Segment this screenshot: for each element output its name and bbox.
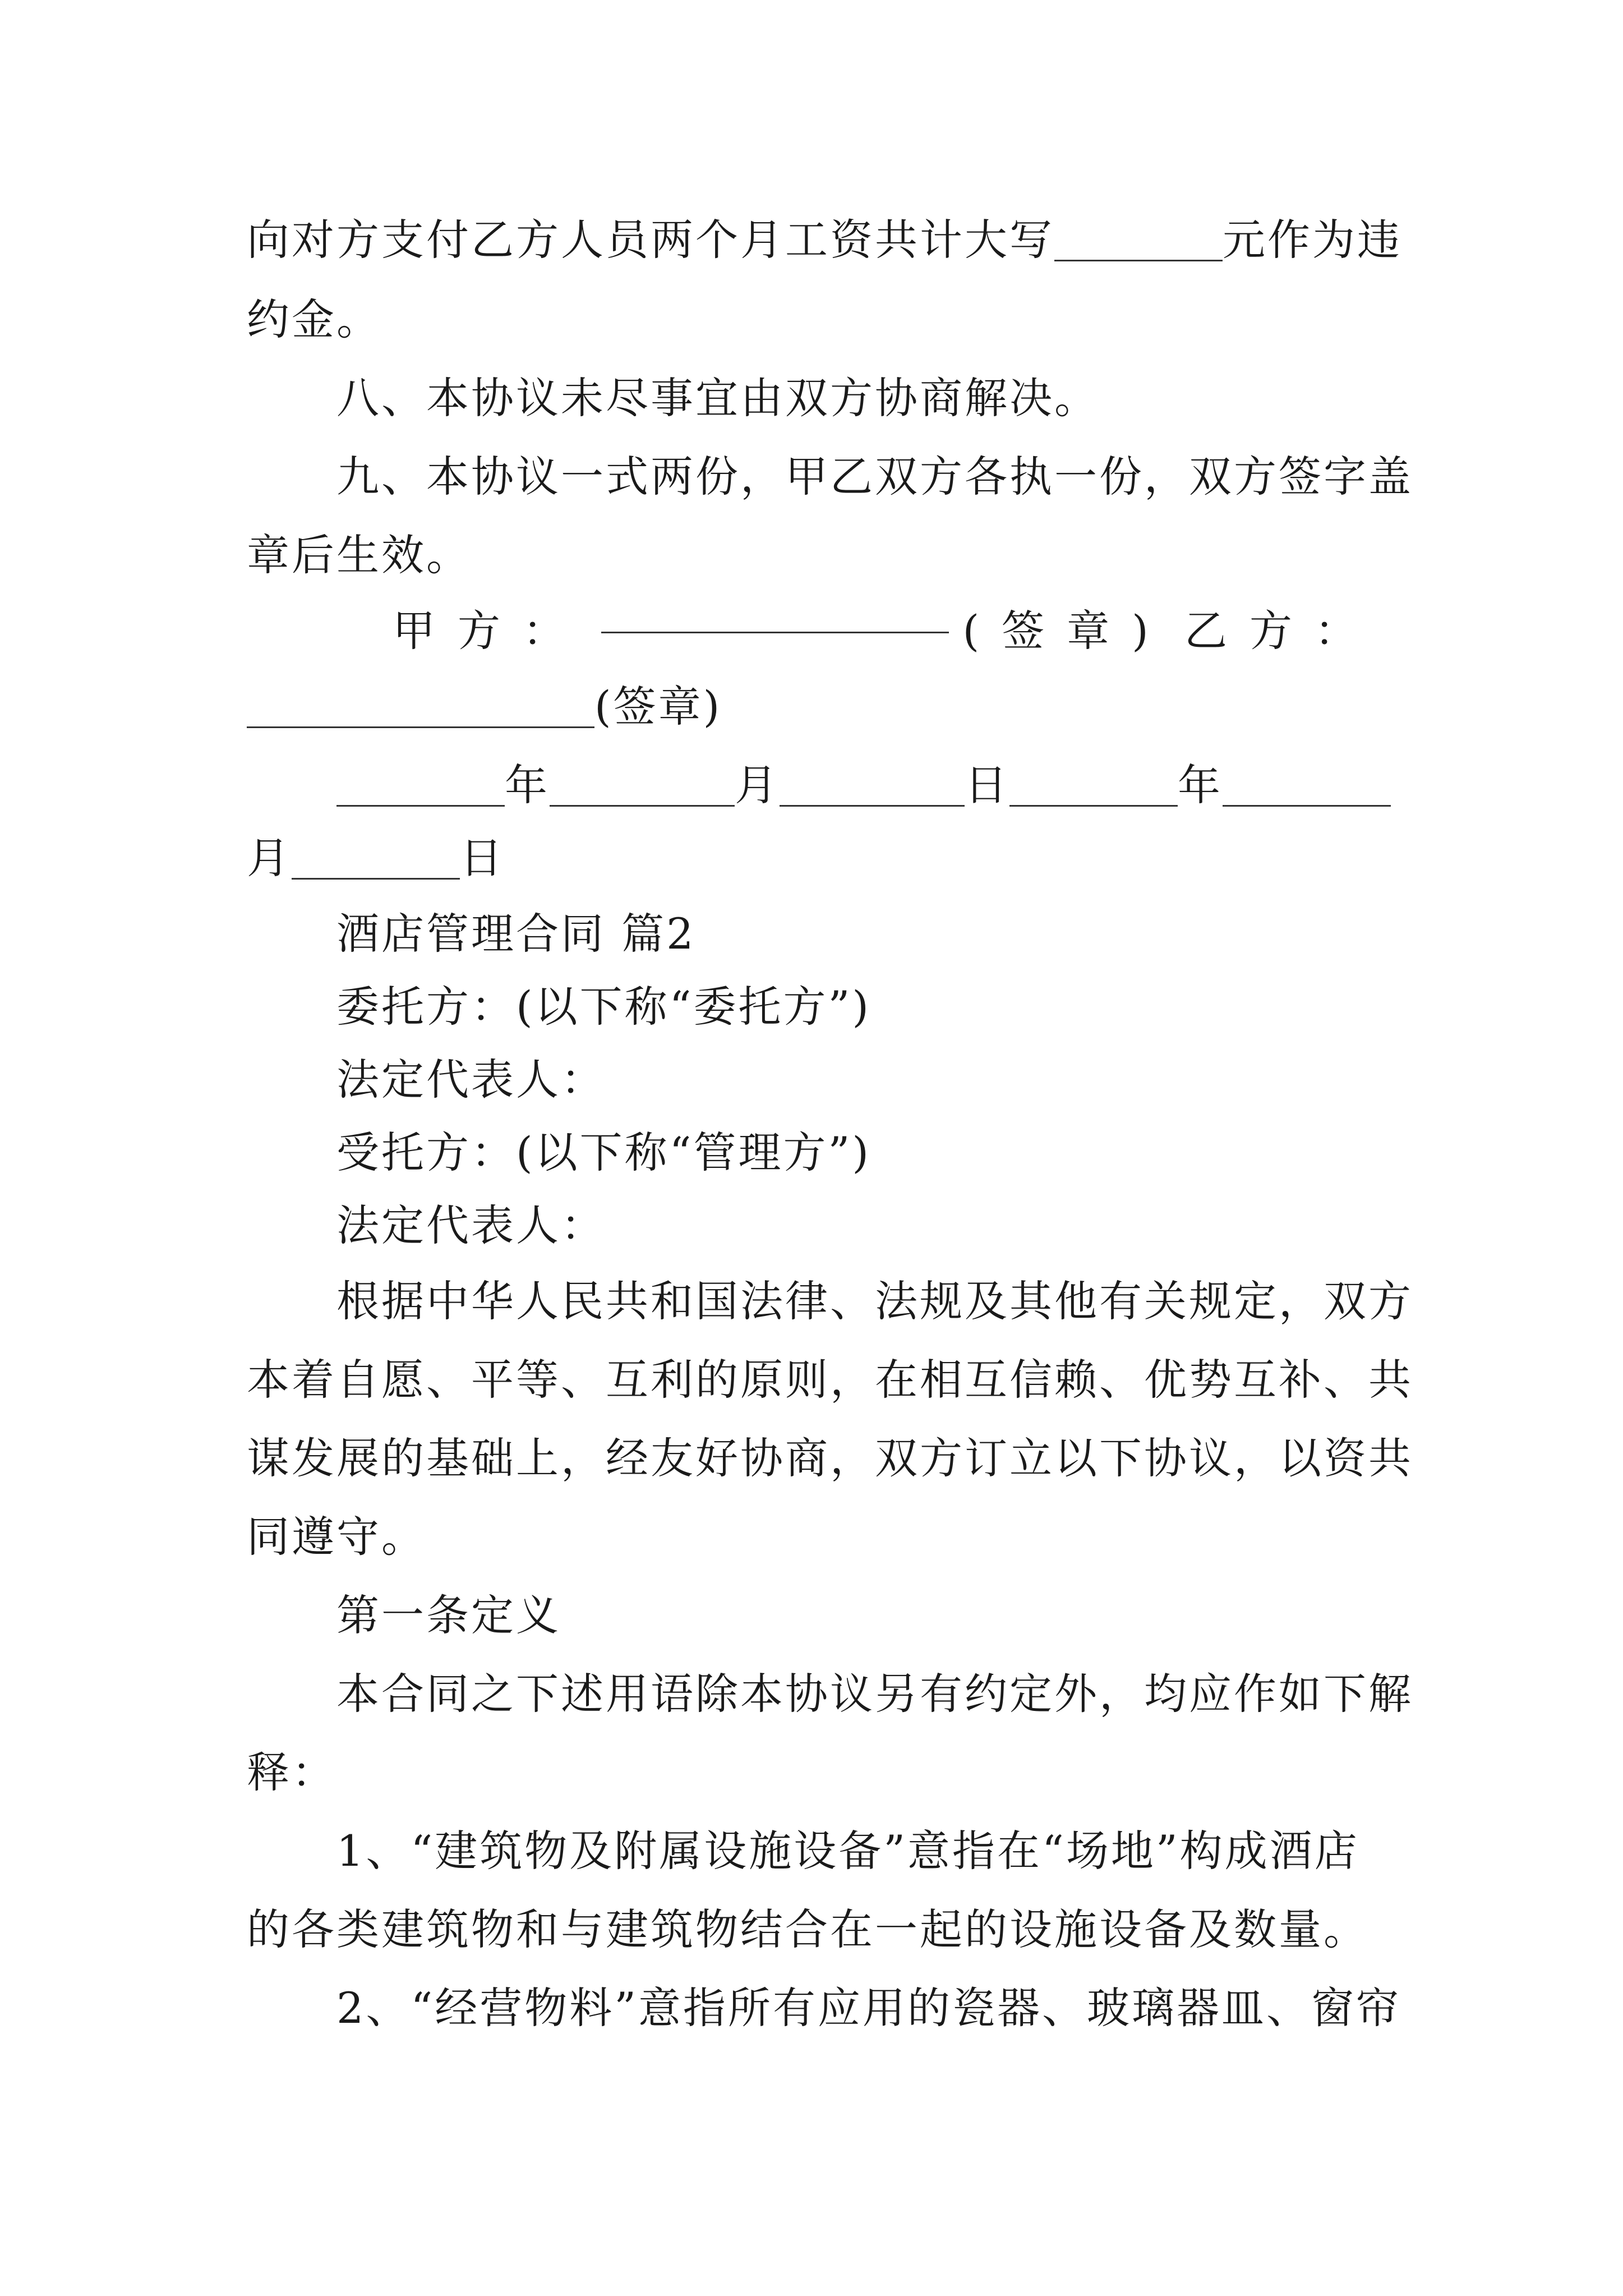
text-line: 章后生效。	[247, 530, 471, 580]
clause-nine: 九、本协议一式两份，甲乙双方各执一份，双方签字盖	[336, 452, 1413, 501]
date-line-2	[247, 825, 1380, 892]
definition-line: 1、“建筑物及附属设施设备”意指在“场地”构成酒店	[336, 1826, 1359, 1876]
party-b-signature-blank[interactable]	[247, 724, 594, 728]
legal-rep-line: 法定代表人：	[336, 1055, 606, 1105]
day-label: 日	[965, 760, 1009, 810]
party-b-label: 乙方：	[1184, 606, 1380, 656]
party-a-seal: (签章)	[962, 606, 1171, 656]
legal-rep-line: 法定代表人：	[336, 1200, 606, 1250]
article-title: 第一条定义	[336, 1590, 561, 1640]
year-blank-a[interactable]	[336, 803, 505, 807]
day-blank-b[interactable]	[292, 876, 460, 880]
year-label: 年	[505, 760, 550, 810]
preamble-line: 根据中华人民共和国法律、法规及其他有关规定，双方	[336, 1276, 1413, 1326]
day-label: 日	[460, 833, 505, 883]
text-line: 约金。	[247, 295, 381, 344]
month-label: 月	[735, 760, 780, 810]
article-intro-line: 本合同之下述用语除本协议另有约定外，均应作如下解	[336, 1669, 1413, 1719]
definition-line: 的各类建筑物和与建筑物结合在一起的设施设备及数量。	[247, 1904, 1368, 1954]
party-b-seal: (签章)	[594, 682, 722, 731]
text-segment: 元作为违	[1223, 215, 1402, 265]
month-blank-a[interactable]	[550, 803, 735, 807]
preamble-line: 本着自愿、平等、互利的原则，在相互信赖、优势互补、共	[247, 1355, 1413, 1405]
definition-line: 2、“经营物料”意指所有应用的瓷器、玻璃器皿、窗帘	[336, 1983, 1401, 2033]
party-a-signature-blank[interactable]	[601, 629, 949, 633]
clause-eight: 八、本协议未尽事宜由双方协商解决。	[336, 373, 1099, 423]
section-title: 酒店管理合同 篇2	[336, 909, 696, 959]
trustee-line: 受托方：(以下称“管理方”)	[336, 1128, 872, 1177]
text-segment: 向对方支付乙方人员两个月工资共计大写	[247, 215, 1054, 265]
entrustor-line: 委托方：(以下称“委托方”)	[336, 982, 872, 1032]
month-label: 月	[247, 833, 292, 883]
year-blank-b[interactable]	[1009, 803, 1178, 807]
text-line	[247, 206, 1402, 274]
fill-in-blank[interactable]	[1054, 257, 1223, 261]
date-line	[336, 752, 1380, 819]
year-label: 年	[1178, 760, 1223, 810]
day-blank-a[interactable]	[780, 803, 965, 807]
article-intro-line: 释：	[247, 1747, 336, 1797]
preamble-line: 谋发展的基础上，经友好协商，双方订立以下协议，以资共	[247, 1433, 1413, 1483]
signature-line-2	[247, 673, 1380, 740]
signature-line	[393, 597, 1380, 665]
party-a-label: 甲方：	[393, 606, 588, 656]
month-blank-b-start[interactable]	[1223, 803, 1391, 807]
preamble-line: 同遵守。	[247, 1512, 426, 1562]
